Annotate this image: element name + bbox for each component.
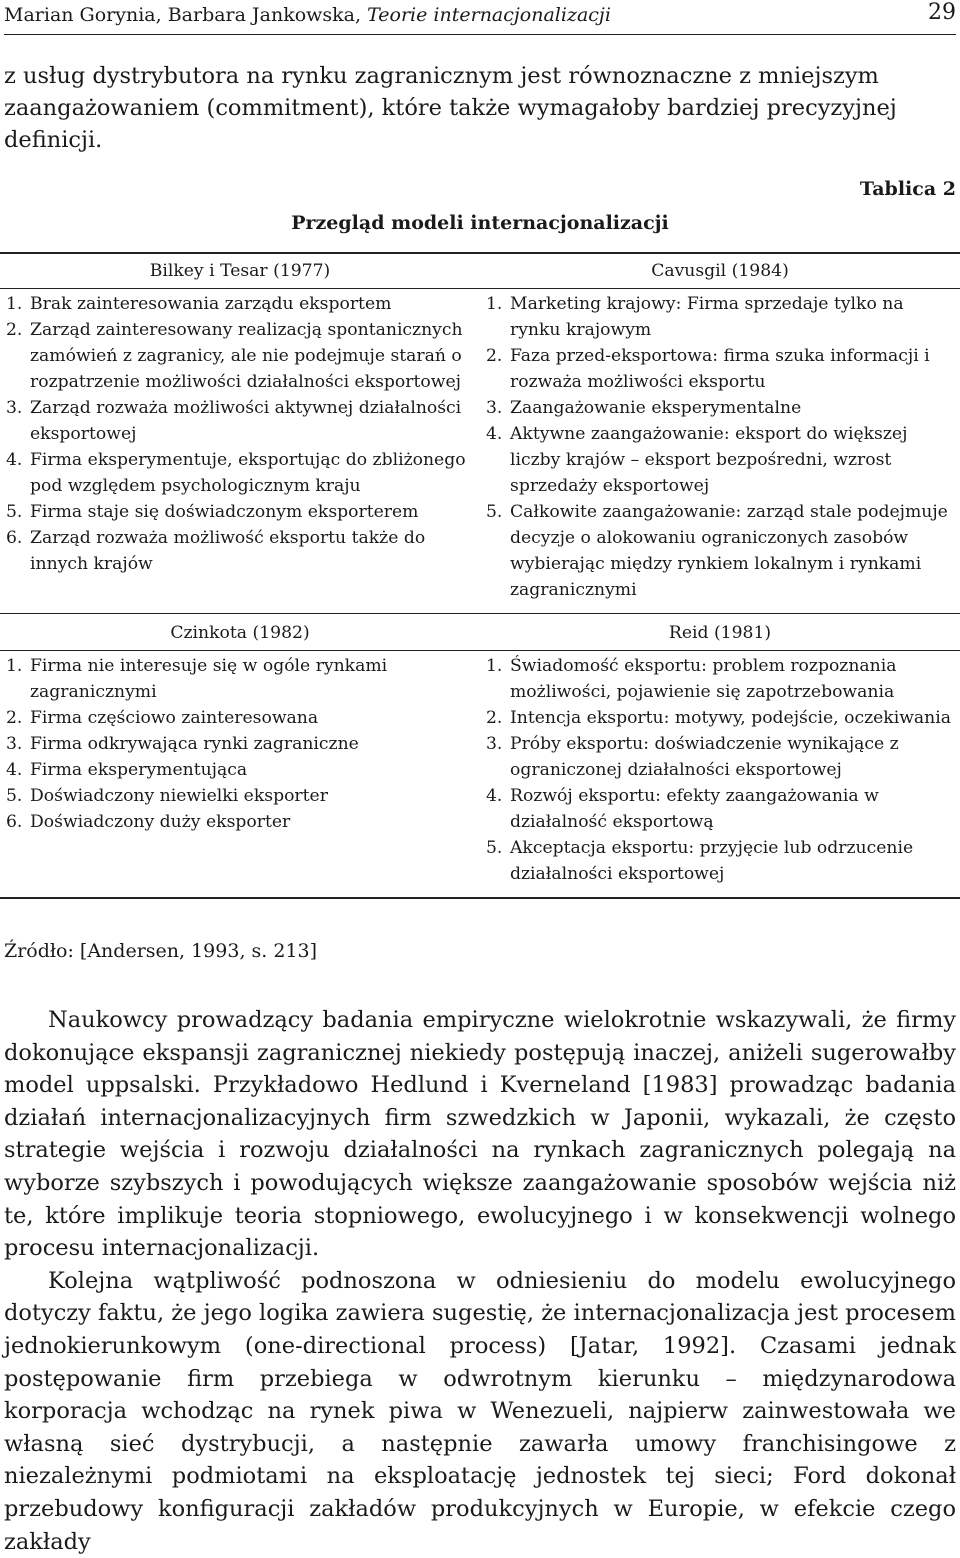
step-text: Marketing krajowy: Firma sprzedaje tylko na rynku krajowym (510, 294, 904, 340)
running-head-title: Teorie internacjonalizacji (367, 4, 611, 26)
step-text: Firma odkrywająca rynki zagraniczne (30, 734, 359, 754)
step-number: 3. (6, 734, 23, 754)
running-head (4, 0, 956, 35)
model-steps-czinkota (0, 651, 480, 899)
step-number: 3. (486, 734, 503, 754)
model-header-czinkota: Czinkota (1982) (0, 614, 480, 651)
list-item (486, 395, 954, 421)
step-number: 2. (486, 346, 503, 366)
table-title: Przegląd modeli internacjonalizacji (291, 212, 669, 234)
body-paragraph: Naukowcy prowadzący badania empiryczne wielokrotnie wskazywali, że firmy dokonujące ekspansji zagranicznej niekiedy postępują inaczej, aniżeli sugerowałby model uppsalski. Przykładowo Hedlund i Kverneland [1983] prowadząc badania działań internacjonalizacyjnych firm szwedzkich w Japonii, wykazali, że często strategie wejścia i rozwoju działalności na rynkach zagranicznych polegają na wyborze szybszych i powodujących większe zaangażowanie sposobów wejścia niż te, które implikuje teoria stopniowego, ewolucyjnego i w konsekwencji wolnego procesu internacjonalizacji. (4, 1007, 956, 1262)
step-number: 4. (6, 450, 23, 470)
step-number: 2. (6, 320, 23, 340)
step-number: 5. (6, 786, 23, 806)
step-text: Zarząd rozważa możliwość eksportu także do innych krajów (30, 528, 426, 574)
list-item (6, 447, 474, 499)
running-head-authors: Marian Gorynia, Barbara Jankowska, Teorie internacjonalizacji (4, 4, 611, 26)
model-steps-bilkey (0, 289, 480, 614)
step-number: 4. (6, 760, 23, 780)
step-text: Akceptacja eksportu: przyjęcie lub odrzucenie działalności eksportowej (510, 838, 914, 884)
step-number: 5. (6, 502, 23, 522)
step-text: Doświadczony niewielki eksporter (30, 786, 328, 806)
list-item (486, 731, 954, 783)
page-number: 29 (928, 0, 956, 25)
step-text: Firma nie interesuje się w ogóle rynkami zagranicznymi (30, 656, 388, 702)
step-text: Próby eksportu: doświadczenie wynikające z ograniczonej działalności eksportowej (510, 734, 899, 780)
list-item (486, 499, 954, 603)
step-text: Zarząd rozważa możliwości aktywnej działalności eksportowej (30, 398, 462, 444)
step-number: 1. (486, 294, 503, 314)
step-text: Zarząd zainteresowany realizacją spontanicznych zamówień z zagranicy, ale nie podejmuje starań o rozpatrzenie możliwości działalności eksportowej (30, 320, 463, 392)
step-text: Intencja eksportu: motywy, podejście, oczekiwania (510, 708, 951, 728)
list-item (6, 705, 474, 731)
step-number: 6. (6, 812, 23, 832)
list-item (486, 343, 954, 395)
intro-paragraph: z usług dystrybutora na rynku zagranicznym jest równoznaczne z mniejszym zaangażowaniem (commitment), które także wymagałoby bardziej precyzyjnej definicji. (4, 63, 897, 153)
list-item (6, 783, 474, 809)
step-number: 1. (486, 656, 503, 676)
list-item (486, 783, 954, 835)
list-item (486, 653, 954, 705)
list-item (6, 757, 474, 783)
list-item (6, 731, 474, 757)
step-number: 5. (486, 502, 503, 522)
step-number: 3. (486, 398, 503, 418)
step-text: Firma eksperymentuje, eksportując do zbliżonego pod względem psychologicznym kraju (30, 450, 466, 496)
step-text: Zaangażowanie eksperymentalne (510, 398, 802, 418)
body-paragraph: Kolejna wątpliwość podnoszona w odniesieniu do modelu ewolucyjnego dotyczy faktu, że jego logika zawiera sugestię, że internacjonalizacja jest procesem jednokierunkowym (one-directional process) [Jatar, 1992]. Czasami jednak postępowanie firm przebiega w odwrotnym kierunku – międzynarodowa korporacja wchodząc na rynek piwa w Wenezueli, najpierw zainwestowała we własną sieć dystrybucji, a następnie zawarła umowy franchisingowe z niezależnymi podmiotami na eksploatację jednostek tej sieci; Ford dokonał przebudowy konfiguracji zakładów produkcyjnych w Europie, w efekcie czego zakłady (4, 1267, 956, 1555)
table-source: Źródło: [Andersen, 1993, s. 213] (4, 940, 318, 962)
list-item (486, 421, 954, 499)
step-text: Aktywne zaangażowanie: eksport do większej liczby krajów – eksport bezpośredni, wzrost sprzedaży eksportowej (510, 424, 908, 496)
step-number: 2. (486, 708, 503, 728)
list-item (6, 395, 474, 447)
list-item (6, 499, 474, 525)
step-text: Firma częściowo zainteresowana (30, 708, 319, 728)
step-text: Faza przed-eksportowa: firma szuka informacji i rozważa możliwości eksportu (510, 346, 930, 392)
step-number: 4. (486, 424, 503, 444)
step-text: Firma staje się doświadczonym eksporterem (30, 502, 419, 522)
list-item (6, 809, 474, 835)
model-header-cavusgil: Cavusgil (1984) (480, 253, 960, 289)
list-item (6, 653, 474, 705)
step-number: 6. (6, 528, 23, 548)
list-item (486, 705, 954, 731)
list-item (6, 525, 474, 577)
step-number: 3. (6, 398, 23, 418)
model-steps-reid (480, 651, 960, 899)
model-steps-cavusgil (480, 289, 960, 614)
step-text: Doświadczony duży eksporter (30, 812, 291, 832)
table-label: Tablica 2 (859, 178, 956, 200)
list-item (6, 317, 474, 395)
step-number: 1. (6, 656, 23, 676)
list-item (6, 291, 474, 317)
step-number: 2. (6, 708, 23, 728)
body-text (4, 1004, 956, 1558)
step-text: Świadomość eksportu: problem rozpoznania możliwości, pojawienie się zapotrzebowania (510, 656, 897, 702)
step-number: 4. (486, 786, 503, 806)
model-header-bilkey: Bilkey i Tesar (1977) (0, 253, 480, 289)
step-text: Rozwój eksportu: efekty zaangażowania w działalność eksportową (510, 786, 879, 832)
step-text: Firma eksperymentująca (30, 760, 248, 780)
step-text: Całkowite zaangażowanie: zarząd stale podejmuje decyzje o alokowaniu ograniczonych zasobów wybierając między rynkiem lokalnym i rynkami zagranicznymi (510, 502, 948, 600)
step-number: 5. (486, 838, 503, 858)
model-header-reid: Reid (1981) (480, 614, 960, 651)
step-number: 1. (6, 294, 23, 314)
models-table (0, 252, 960, 899)
list-item (486, 291, 954, 343)
step-text: Brak zainteresowania zarządu eksportem (30, 294, 392, 314)
list-item (486, 835, 954, 887)
